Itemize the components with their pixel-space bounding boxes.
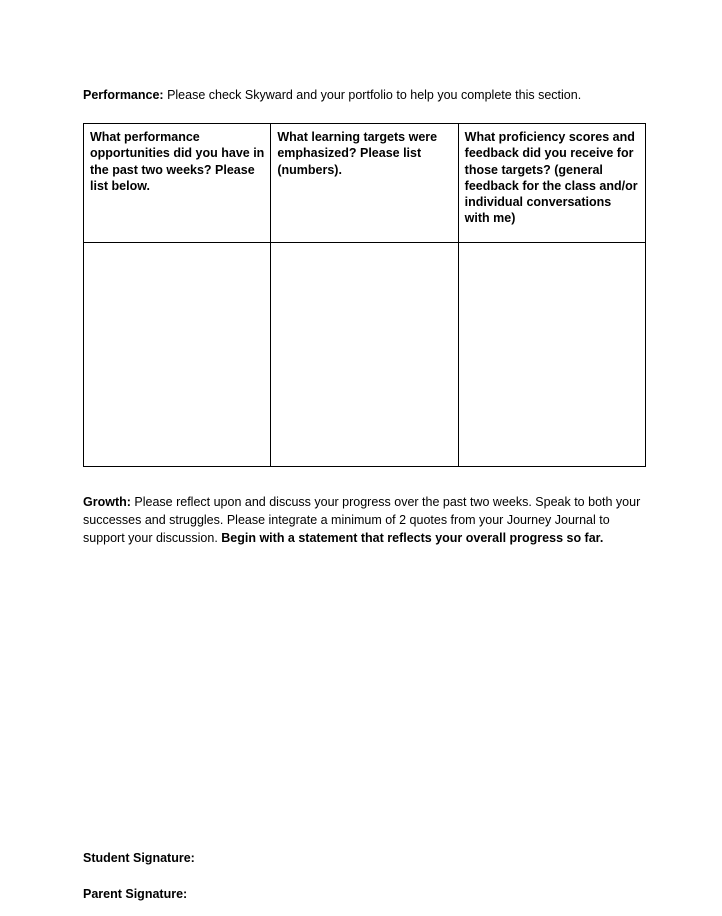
growth-text: Please reflect upon and discuss your progress over the past two weeks. Speak to both your successes and struggles. Please integrate a minimum of 2 quotes from your Journey Journal to support your discussion. xyxy=(83,495,641,545)
growth-instructions xyxy=(83,493,653,547)
header-performance-opportunities: What performance opportunities did you have in the past two weeks? Please list below. xyxy=(84,124,271,243)
student-signature-label: Student Signature: xyxy=(83,851,195,865)
growth-label: Growth: xyxy=(83,495,131,509)
growth-emphasis: Begin with a statement that reflects your overall progress so far. xyxy=(221,531,604,545)
response-cell-targets[interactable] xyxy=(271,243,458,467)
performance-label: Performance: xyxy=(83,88,164,102)
response-cell-opportunities[interactable] xyxy=(84,243,271,467)
response-cell-scores[interactable] xyxy=(458,243,645,467)
table-response-row xyxy=(84,243,646,467)
performance-table xyxy=(83,123,646,467)
performance-instructions xyxy=(83,86,653,104)
parent-signature-label: Parent Signature: xyxy=(83,887,188,901)
header-learning-targets: What learning targets were emphasized? Please list (numbers). xyxy=(271,124,458,243)
header-proficiency-scores: What proficiency scores and feedback did you receive for those targets? (general feedback for the class and/or individual conversations with me) xyxy=(458,124,645,243)
performance-text: Please check Skyward and your portfolio to help you complete this section. xyxy=(163,88,582,102)
table-header-row xyxy=(84,124,646,243)
